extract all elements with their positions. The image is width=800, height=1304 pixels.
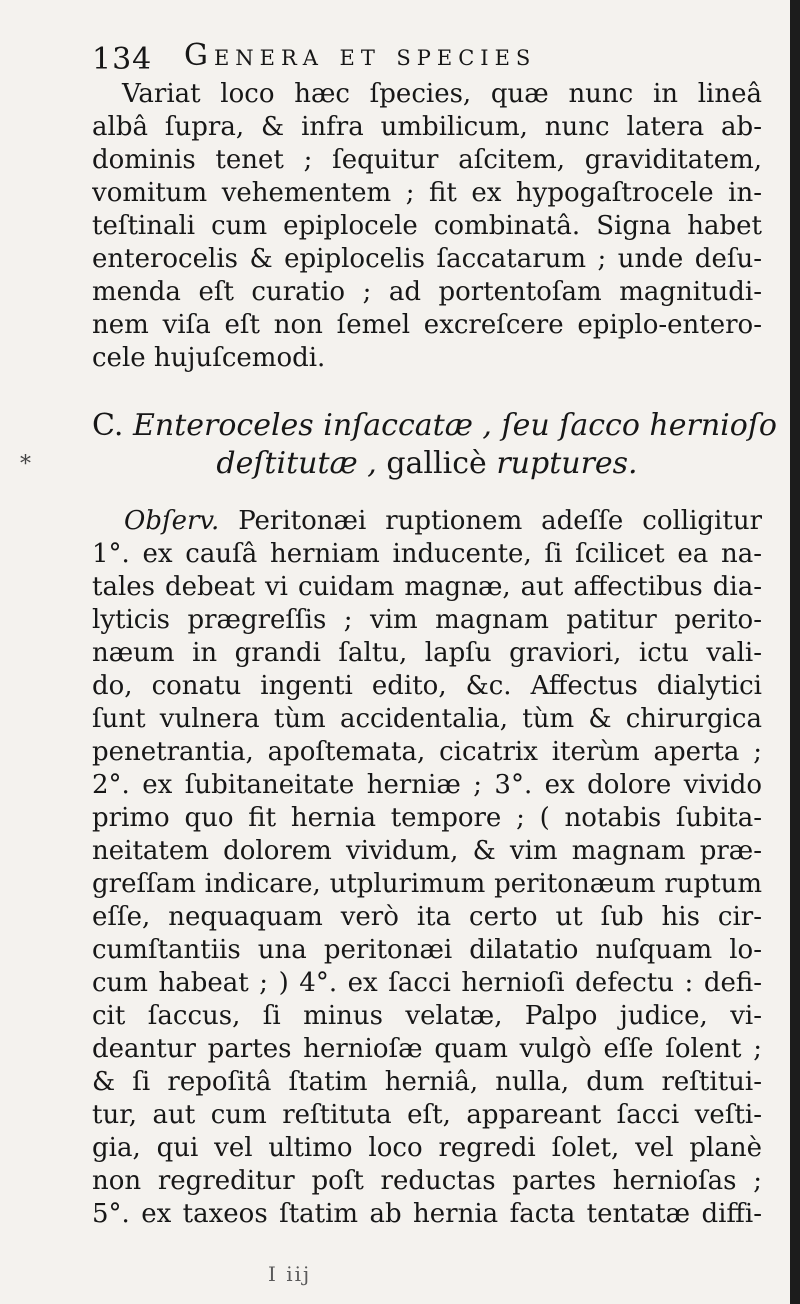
text-line: tales debeat vi cuidam magnæ, aut affectibus dia-: [92, 572, 762, 602]
paragraph-2: [92, 505, 762, 1231]
text-line: deantur partes hernioſæ quam vulgò eſſe ſolent ;: [92, 1034, 762, 1064]
text-line: lyticis prægreſſis ; vim magnam patitur perito-: [92, 605, 762, 635]
section-heading-line-1: [92, 407, 777, 445]
text-line: primo quo fit hernia tempore ; ( notabis ſubita-: [92, 803, 762, 833]
section-title-part: ruptures.: [496, 446, 638, 481]
text-line: teſtinali cum epiplocele combinatâ. Signa habet: [92, 211, 762, 241]
text-line: menda eſt curatio ; ad portentoſam magnitudi-: [92, 277, 762, 307]
text-line: neitatem dolorem vividum, & vim magnam præ-: [92, 836, 762, 866]
text-line: enterocelis & epiplocelis ſaccatarum ; unde deſu-: [92, 244, 762, 274]
text-line: cumſtantiis una peritonæi dilatatio nuſquam lo-: [92, 935, 762, 965]
text-line: 1°. ex cauſâ herniam inducente, ſi ſcilicet ea na-: [92, 539, 762, 569]
section-title-part: deſtitutæ ,: [216, 446, 377, 481]
text-line: non regreditur poſt reductas partes hernioſas ;: [92, 1166, 762, 1196]
paragraph-1: [92, 78, 762, 375]
text-line-first: [92, 505, 762, 538]
text-line: greſſam indicare, utplurimum peritonæum ruptum: [92, 869, 762, 899]
text-line: cum habeat ; ) 4°. ex ſacci hernioſi defectu : defi-: [92, 968, 762, 998]
text-line: næum in grandi ſaltu, lapſu graviori, ictu vali-: [92, 638, 762, 668]
margin-mark: *: [20, 452, 31, 477]
page-number: 134: [92, 42, 153, 77]
text-line: 5°. ex taxeos ſtatim ab hernia facta tentatæ diffi-: [92, 1199, 762, 1229]
section-title-part: ſeu ſacco hernioſo: [501, 408, 777, 443]
text-line: Variat loco hæc ſpecies, quæ nunc in lineâ: [122, 79, 762, 109]
text-line: 2°. ex ſubitaneitate herniæ ; 3°. ex dolore vivido: [92, 770, 762, 800]
text-line: cele hujuſcemodi.: [92, 343, 326, 373]
signature-mark: I iij: [268, 1262, 312, 1286]
section-heading: [92, 407, 777, 483]
text-line: tur, aut cum reſtituta eſt, appareant ſacci veſti-: [92, 1100, 762, 1130]
text-line: & ſi repoſitâ ſtatim herniâ, nulla, dum reſtitui-: [92, 1067, 762, 1097]
section-heading-line-2: [92, 445, 762, 483]
text-line: nem viſa eſt non ſemel excreſcere epiplo-entero-: [92, 310, 762, 340]
observation-label: Obſerv.: [124, 506, 220, 536]
text-line: eſſe, nequaquam verò ita certo ut ſub his cir-: [92, 902, 762, 932]
text-line: albâ ſupra, & infra umbilicum, nunc latera ab-: [92, 112, 762, 142]
text-line: gia, qui vel ultimo loco regredi ſolet, vel planè: [92, 1133, 762, 1163]
text-line: penetrantia, apoſtemata, cicatrix iterùm aperta ;: [92, 737, 762, 767]
section-letter: C.: [92, 408, 124, 443]
text-line: dominis tenet ; ſequitur aſcitem, graviditatem,: [92, 145, 762, 175]
text-line: vomitum vehementem ; fit ex hypogaſtrocele in-: [92, 178, 762, 208]
text-line: ſunt vulnera tùm accidentalia, tùm & chirurgica: [92, 704, 762, 734]
text-line: cit ſaccus, ſi minus velatæ, Palpo judice, vi-: [92, 1001, 762, 1031]
section-title-part: gallicè: [386, 446, 487, 481]
text-line-first-content: Peritonæi ruptionem adeſſe colligitur: [238, 506, 762, 536]
text-line: do, conatu ingenti edito, &c. Affectus dialytici: [92, 671, 762, 701]
section-title-part: Enteroceles inſaccatæ ,: [132, 408, 492, 443]
running-head: Genera et species: [184, 38, 537, 73]
